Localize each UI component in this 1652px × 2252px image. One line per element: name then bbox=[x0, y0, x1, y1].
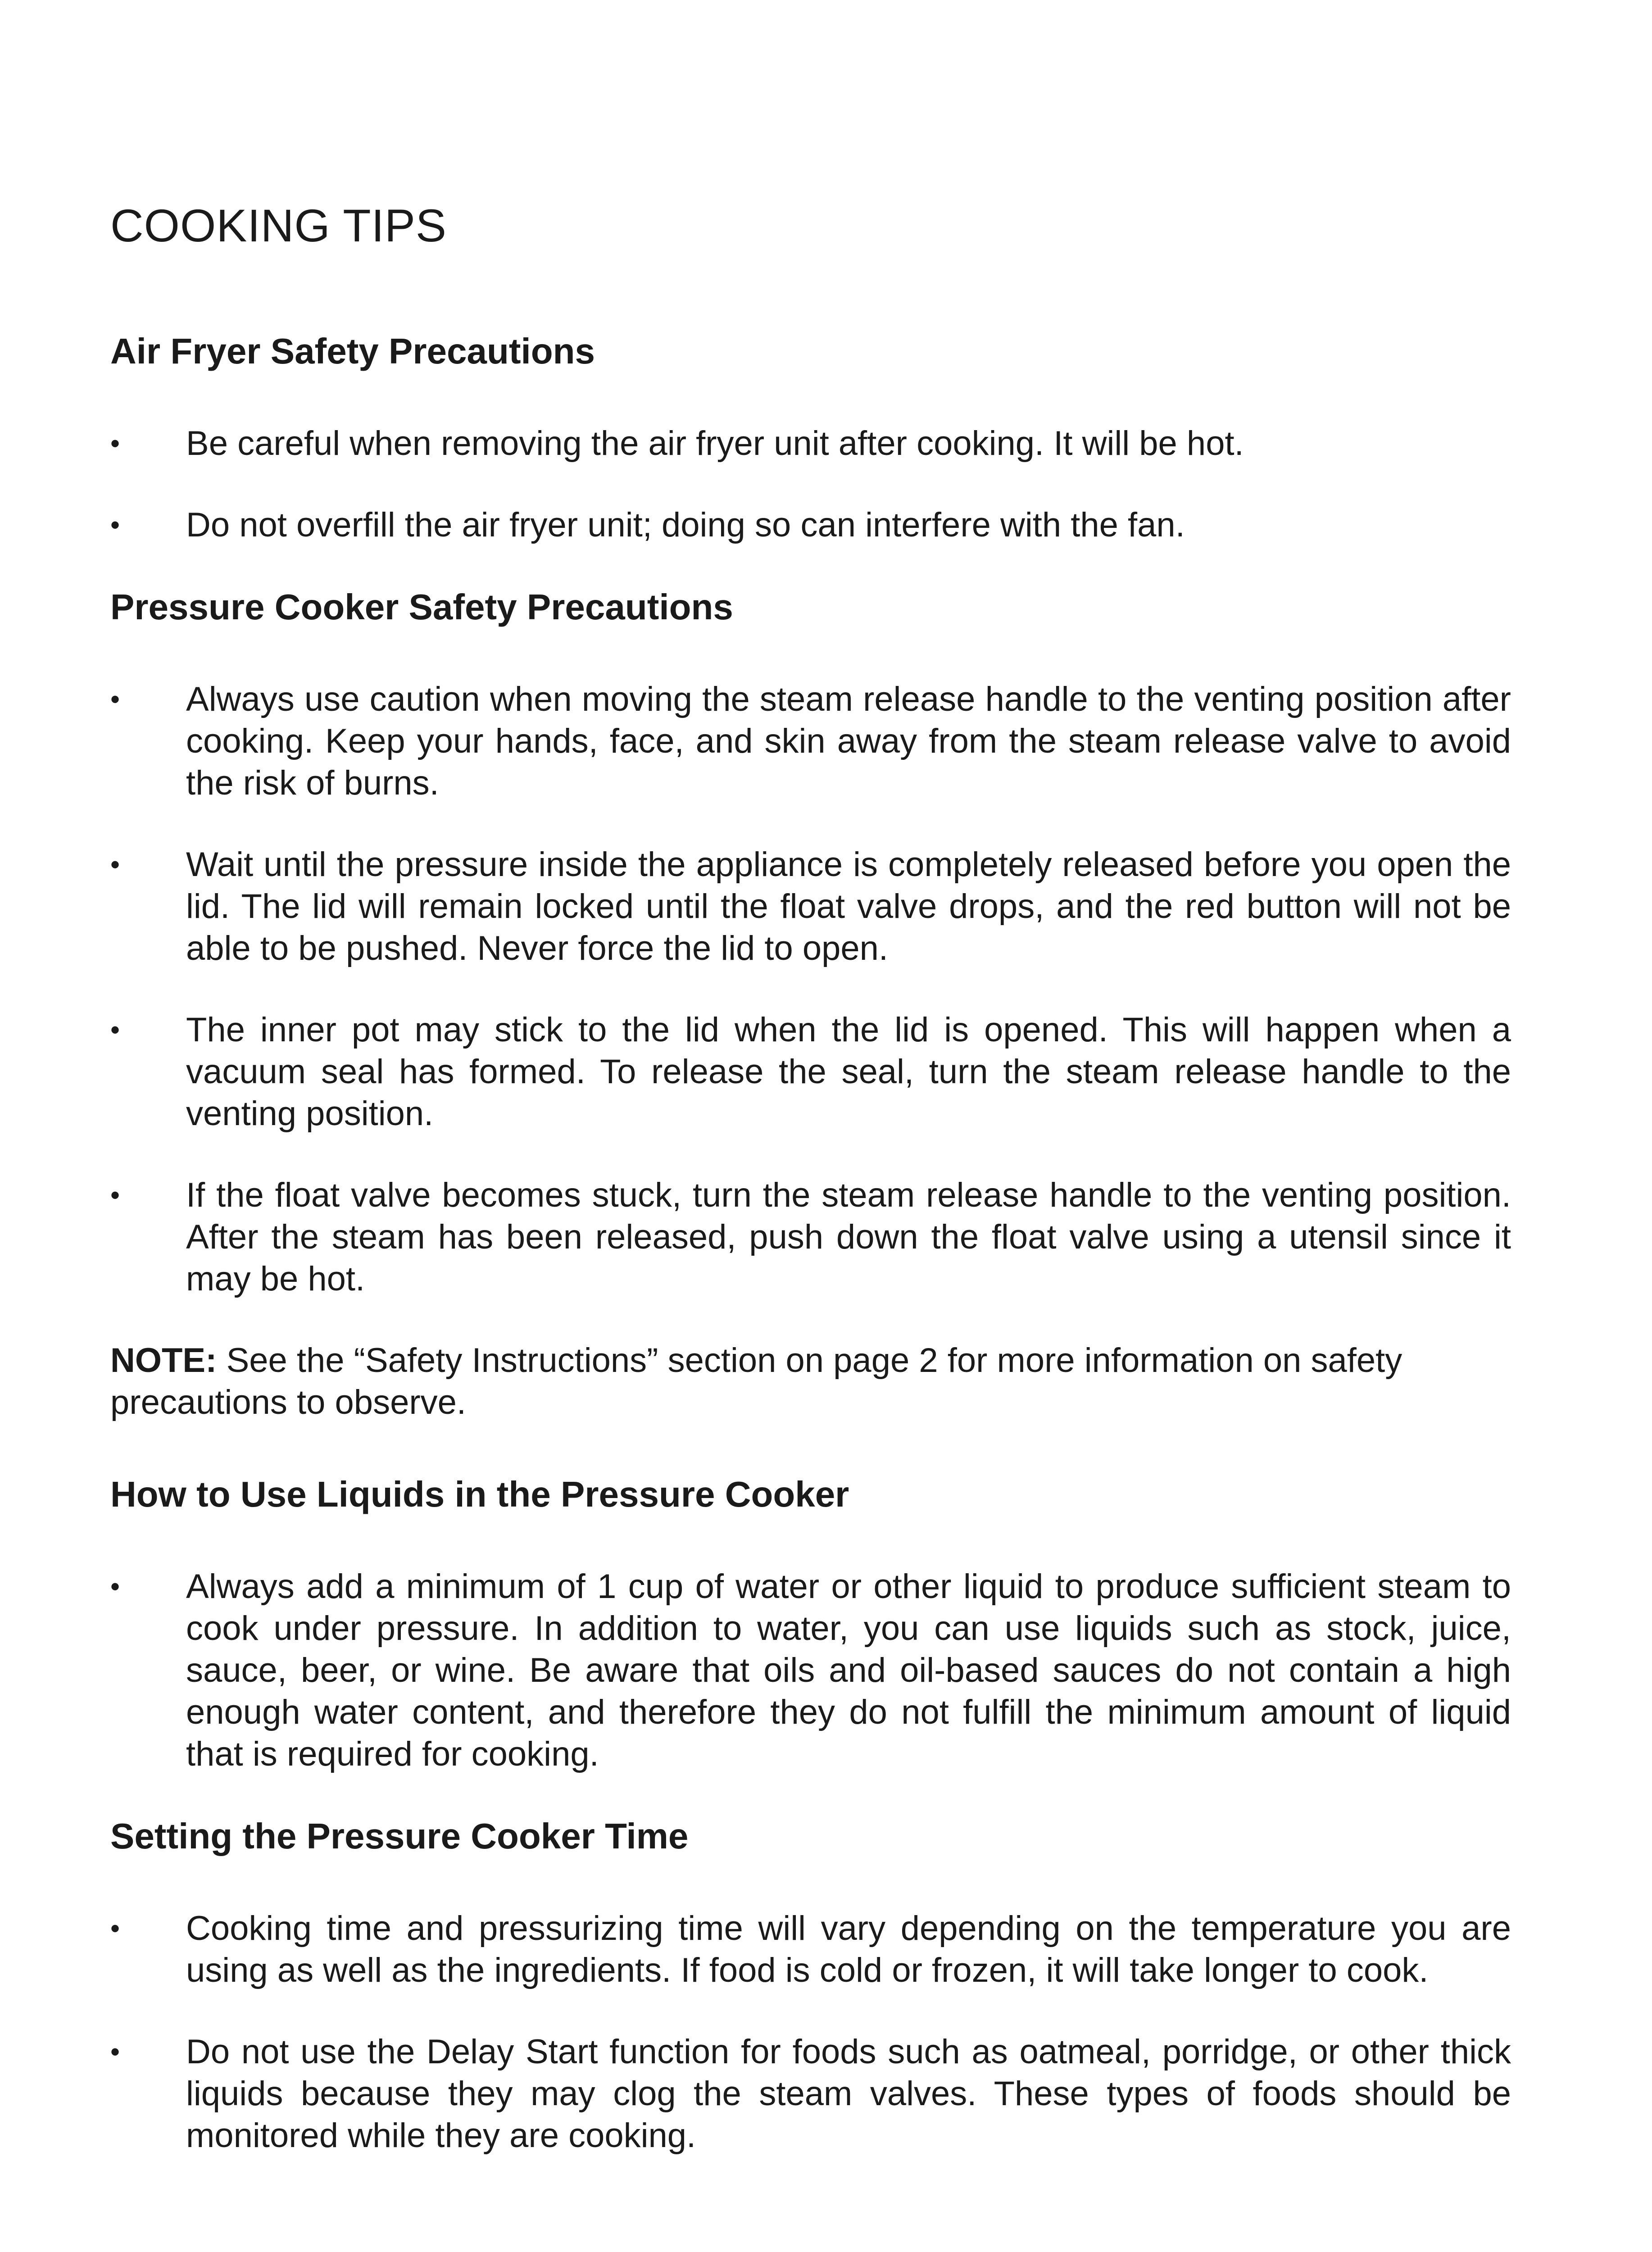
note-label: NOTE: bbox=[110, 1341, 217, 1380]
list-item-text: Wait until the pressure inside the appliance is completely released before you open the lid. The lid will remain locked until the float valve drops, and the red button will not be able to be pushed. Never force the lid to open. bbox=[186, 845, 1511, 968]
list-item-text: Do not use the Delay Start function for foods such as oatmeal, porridge, or other thick liquids because they may clog the steam valves. These types of foods should be monitored while they are cooking. bbox=[186, 2033, 1511, 2155]
note-paragraph bbox=[110, 1339, 1511, 1423]
bullet-icon: • bbox=[110, 2037, 120, 2067]
pressure-cooker-list bbox=[110, 678, 1511, 1300]
list-item bbox=[110, 1566, 1511, 1775]
bullet-icon: • bbox=[110, 849, 120, 880]
list-item-text: Be careful when removing the air fryer unit after cooking. It will be hot. bbox=[186, 424, 1244, 463]
bullet-icon: • bbox=[110, 1571, 120, 1602]
page-content bbox=[110, 198, 1511, 2196]
section-heading-liquids: How to Use Liquids in the Pressure Cooker bbox=[110, 1474, 849, 1515]
section-heading-cooker-time: Setting the Pressure Cooker Time bbox=[110, 1816, 689, 1857]
air-fryer-list bbox=[110, 422, 1511, 546]
list-item bbox=[110, 504, 1511, 546]
list-item bbox=[110, 678, 1511, 804]
bullet-icon: • bbox=[110, 1015, 120, 1045]
list-item-text: The inner pot may stick to the lid when the lid is opened. This will happen when a vacuum seal has formed. To release the seal, turn the steam release handle to the venting position. bbox=[186, 1011, 1511, 1133]
list-item-text: Cooking time and pressurizing time will vary depending on the temperature you are using as well as the ingredients. If food is cold or frozen, it will take longer to cook. bbox=[186, 1909, 1511, 1990]
list-item-text: If the float valve becomes stuck, turn the steam release handle to the venting position. After the steam has been released, push down the float valve using a utensil since it may be hot. bbox=[186, 1176, 1511, 1299]
cooker-time-list bbox=[110, 1907, 1511, 2157]
list-item-text: Always add a minimum of 1 cup of water or other liquid to produce sufficient steam to cook under pressure. In addition to water, you can use liquids such as stock, juice, sauce, beer, or wine. Be aware that oils and oil-based sauces do not contain a high enough water content, and therefore they do not fulfill the minimum amount of liquid that is required for cooking. bbox=[186, 1567, 1511, 1774]
bullet-icon: • bbox=[110, 684, 120, 715]
list-item bbox=[110, 1009, 1511, 1135]
section-heading-pressure-cooker: Pressure Cooker Safety Precautions bbox=[110, 587, 733, 627]
list-item bbox=[110, 1174, 1511, 1300]
page-title: COOKING TIPS bbox=[110, 200, 447, 251]
note-text: See the “Safety Instructions” section on page 2 for more information on safety precautions to observe. bbox=[110, 1341, 1402, 1422]
list-item-text: Do not overfill the air fryer unit; doing so can interfere with the fan. bbox=[186, 506, 1185, 545]
list-item bbox=[110, 844, 1511, 969]
list-item bbox=[110, 1907, 1511, 1991]
list-item-text: Always use caution when moving the steam release handle to the venting position after cooking. Keep your hands, face, and skin away from the steam release valve to avoid the risk of burns. bbox=[186, 680, 1511, 803]
bullet-icon: • bbox=[110, 510, 120, 540]
list-item bbox=[110, 422, 1511, 464]
bullet-icon: • bbox=[110, 1913, 120, 1944]
section-heading-air-fryer: Air Fryer Safety Precautions bbox=[110, 331, 595, 372]
bullet-icon: • bbox=[110, 428, 120, 459]
list-item bbox=[110, 2031, 1511, 2157]
liquids-list bbox=[110, 1566, 1511, 1775]
bullet-icon: • bbox=[110, 1180, 120, 1211]
